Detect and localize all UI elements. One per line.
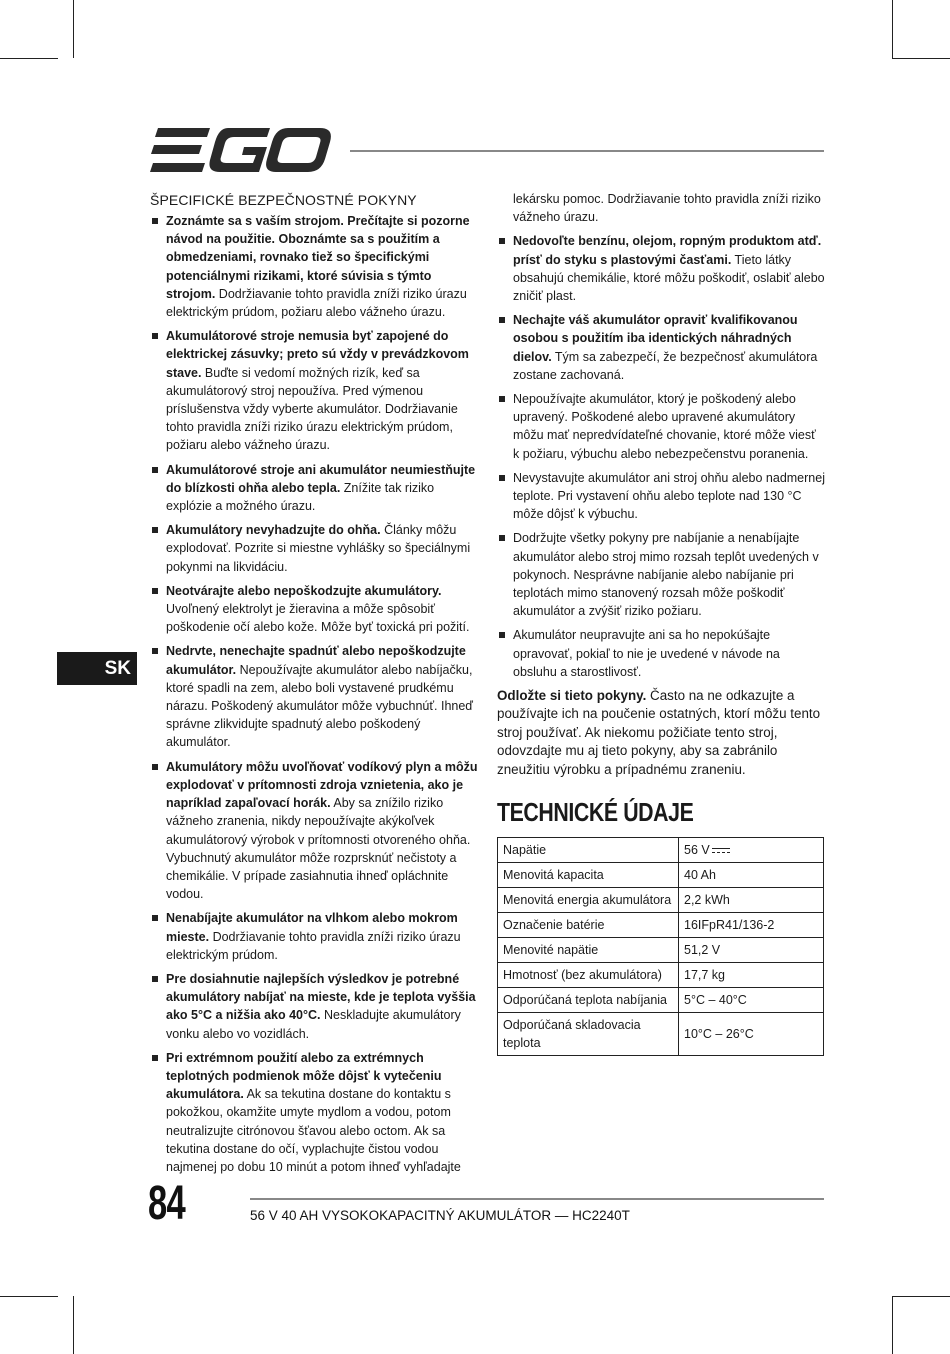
spec-value [679, 1013, 824, 1056]
item-text: Nepoužívajte akumulátor alebo nabíjačku, ktoré spadli na zem, alebo boli vystavené prudkému nárazu. Poškodený akumulátor môže vybuchnúť. Ihneď správne zlikvidujte spadnutý alebo poškodený akumulátor. [166, 662, 473, 750]
crop-mark [892, 1296, 950, 1297]
spec-label: Odporúčaná skladovacia teplota [498, 1013, 679, 1056]
brand-logo [150, 128, 332, 172]
list-item [150, 970, 478, 1043]
list-item [150, 212, 478, 321]
safety-list [150, 212, 478, 1176]
header-rule [350, 150, 824, 152]
list-item [150, 521, 478, 576]
item-text: Neskladujte akumulátory vonku alebo vo vozidlách. [166, 1008, 461, 1041]
item-bold: Akumulátorové stroje ani akumulátor neumiestňujte do blízkosti ohňa alebo tepla. [166, 462, 476, 495]
spec-row [498, 1013, 824, 1056]
item-text: Znížite tak riziko explózie a možného úrazu. [166, 480, 435, 514]
spec-label: Napätie [498, 838, 679, 863]
spec-value [679, 988, 824, 1013]
item-text: Nevystavujte akumulátor ani stroj ohňu alebo nadmernej teplote. Pri vystavení ohňu alebo teplote nad 130 °C môže dôjsť k výbuchu. [513, 470, 825, 522]
spec-row [498, 938, 824, 963]
list-item [150, 642, 478, 751]
list-item [497, 469, 825, 524]
continued-text: lekársku pomoc. Dodržiavanie tohto pravidla zníži riziko vážneho úrazu. [513, 192, 821, 225]
list-item [150, 461, 478, 516]
item-bold: Zoznámte sa s vaším strojom. Prečítajte si pozorne návod na použitie. Oboznámte sa s použitím a obmedzeniami, rovnako tiež so špecifickými potenciálnymi rizikami, ktoré súvisia s týmto strojom. [166, 214, 470, 301]
spec-row [498, 888, 824, 913]
spec-value-text: 5°C – 40°C [684, 993, 747, 1008]
section-heading: ŠPECIFICKÉ BEZPEČNOSTNÉ POKYNY [150, 192, 417, 208]
save-instructions-note [497, 687, 825, 779]
note-text: Často na ne odkazujte a používajte ich na poučenie ostatných, ktorí môžu tento stroj používať. Ak niekomu požičiate tento stroj, odovzdajte mu aj tieto pokyny, aby sa zabránilo zneužitiu výrobku a prípadnému zraneniu. [497, 688, 821, 777]
spec-table [497, 837, 824, 1056]
spec-row [498, 838, 824, 863]
crop-mark [892, 58, 950, 59]
item-text: Nepoužívajte akumulátor, ktorý je poškodený alebo upravený. Poškodené alebo upravené akumulátory môžu mať nepredvídateľné chovanie, ktoré môže viesť k požiaru, výbuchu alebo nebezpečenstvu poranenia. [513, 392, 816, 461]
item-bold: Nedrvte, nenechajte spadnúť alebo nepoškodzujte akumulátor. [166, 644, 466, 677]
item-text: Uvoľnený elektrolyt je žieravina a môže spôsobiť poškodenie očí alebo kože. Môže byť toxická pri požití. [166, 602, 470, 635]
list-item [497, 232, 825, 305]
spec-value-text: 17,7 kg [684, 968, 726, 983]
spec-label: Odporúčaná teplota nabíjania [498, 988, 679, 1013]
spec-row [498, 988, 824, 1013]
item-text: Buďte si vedomí možných rizík, keď sa akumulátorový stroj nepoužíva. Pred výmenou príslušenstva vždy vyberte akumulátor. Dodržiavanie tohto pravidla zníži riziko úrazu elektrickým prúdom, požiaru alebo vážneho úrazu. [166, 365, 458, 453]
list-item [150, 582, 478, 637]
item-bold: Pri extrémnom použití alebo za extrémnych teplotných podmienok môže dôjsť k vytečeniu akumulátora. [166, 1050, 442, 1102]
crop-mark [73, 0, 74, 58]
spec-label: Označenie batérie [498, 913, 679, 938]
list-item [497, 529, 825, 620]
item-text: Aby sa znížilo riziko vážneho zranenia, nikdy nepoužívajte akýkoľvek akumulátorový výrobok v prítomnosti otvoreného ohňa. Vybuchnutý akumulátor môže rozprsknúť nečistoty a chemikálie. V prípade zasiahnutia ihneď opláchnite vodou. [166, 796, 471, 902]
item-bold: Neotvárajte alebo nepoškodzujte akumulátory. [166, 583, 442, 598]
tech-heading: TECHNICKÉ ÚDAJE [497, 797, 694, 828]
spec-label: Menovitá kapacita [498, 863, 679, 888]
item-text: Dodržujte všetky pokyny pre nabíjanie a nenabíjajte akumulátor alebo stroj mimo rozsah teplôt uvedených v pokynoch. Nesprávne nabíjanie alebo nabíjanie pri teplotách mimo stanovený rozsah môže poškodiť akumulátor a zvýšiť riziko požiaru. [513, 531, 819, 619]
spec-label: Menovité napätie [498, 938, 679, 963]
list-item [150, 909, 478, 964]
spec-value-text: 40 Ah [684, 868, 716, 883]
spec-row [498, 913, 824, 938]
item-bold: Akumulátory nevyhadzujte do ohňa. [166, 523, 381, 538]
crop-mark [0, 1296, 58, 1297]
item-bold: Akumulátory môžu uvoľňovať vodíkový plyn a môžu explodovať v prítomnosti zdroja vznietenia, ako je napríklad zapaľovací horák. [166, 759, 478, 811]
footer-rule [250, 1198, 824, 1200]
item-bold: Nenabíjajte akumulátor na vlhkom alebo mokrom mieste. [166, 911, 458, 944]
spec-label: Menovitá energia akumulátora [498, 888, 679, 913]
spec-value-text: 10°C – 26°C [684, 1027, 754, 1042]
spec-value-text: 16IFpR41/136-2 [684, 918, 775, 933]
note-bold: Odložte si tieto pokyny. [497, 688, 647, 704]
item-text: Dodržiavanie tohto pravidla zníži riziko úrazu elektrickým prúdom, požiaru alebo vážneho úrazu. [166, 286, 467, 320]
spec-row [498, 963, 824, 988]
crop-mark [0, 58, 58, 59]
spec-value [679, 888, 824, 913]
item-text: Dodržiavanie tohto pravidla zníži riziko úrazu elektrickým prúdom. [166, 929, 461, 962]
list-item [497, 390, 825, 463]
item-text: Tým sa zabezpečí, že bezpečnosť akumulátora zostane zachovaná. [513, 349, 818, 382]
spec-row [498, 863, 824, 888]
item-text: Články môžu explodovať. Pozrite si miestne vyhlášky so špeciálnymi pokynmi na likvidáciu. [166, 523, 471, 574]
item-text: Ak sa tekutina dostane do kontaktu s pokožkou, okamžite umyte mydlom a vodou, potom neutralizujte citrónovou šťavou alebo octom. Ak sa tekutina dostane do očí, vyplachujte čistou vodou najmenej po dobu 10 minút a potom ihneď vyhľadajte [166, 1087, 461, 1174]
page-number: 84 [148, 1177, 186, 1230]
left-column [150, 190, 478, 1182]
crop-mark [73, 1296, 74, 1354]
language-tab: SK [57, 652, 137, 685]
list-item [150, 758, 478, 904]
list-item [150, 1049, 478, 1176]
footer-title: 56 V 40 AH VYSOKOKAPACITNÝ AKUMULÁTOR — HC2240T [250, 1208, 630, 1223]
list-item [497, 626, 825, 681]
item-text: Akumulátor neupravujte ani sa ho nepokúšajte opravovať, pokiaľ to nie je uvedené v návode na obsluhu a starostlivosť. [513, 628, 780, 679]
safety-list [497, 232, 825, 681]
spec-value [679, 938, 824, 963]
item-text: Tieto látky obsahujú chemikálie, ktoré môžu poškodiť, oslabiť alebo zničiť plast. [513, 252, 825, 304]
spec-value-text: 56 V [684, 843, 710, 858]
spec-value [679, 863, 824, 888]
spec-value [679, 913, 824, 938]
spec-value [679, 963, 824, 988]
dc-symbol-icon [712, 847, 730, 855]
spec-value-text: 2,2 kWh [684, 893, 730, 908]
right-column [497, 190, 825, 1056]
list-item [150, 327, 478, 454]
spec-value [679, 838, 824, 863]
item-bold: Akumulátorové stroje nemusia byť zapojené do elektrickej zásuvky; preto sú vždy v prevádzkovom stave. [166, 329, 469, 380]
crop-mark [892, 0, 893, 58]
spec-value-text: 51,2 V [684, 943, 721, 958]
item-bold: Pre dosiahnutie najlepších výsledkov je potrebné akumulátory nabíjať na mieste, kde je teplota vyššia ako 5°C a nižšia ako 40°C. [166, 971, 476, 1023]
list-item [497, 311, 825, 384]
crop-mark [892, 1296, 893, 1354]
item-bold: Nechajte váš akumulátor opraviť kvalifikovanou osobou s použitím iba identických náhradných dielov. [513, 313, 798, 364]
spec-label: Hmotnosť (bez akumulátora) [498, 963, 679, 988]
item-bold: Nedovoľte benzínu, olejom, ropným produktom atď. prísť do styku s plastovými časťami. [513, 234, 822, 267]
